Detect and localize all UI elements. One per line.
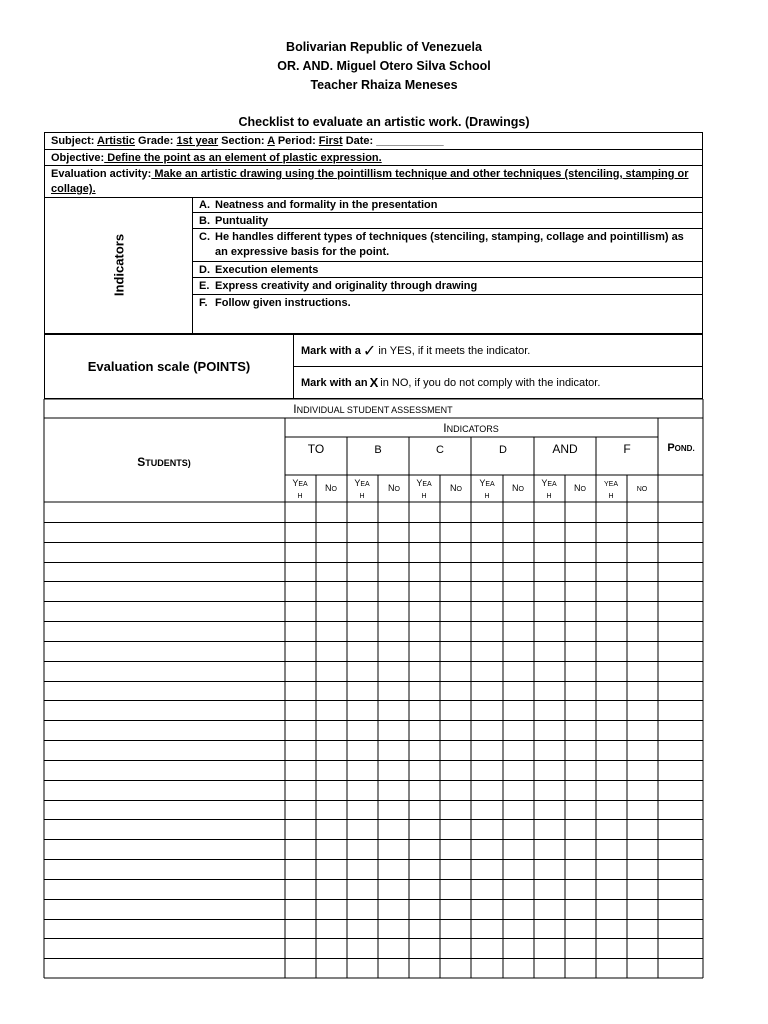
column-header-b: B [374, 444, 382, 456]
indicator-text: Puntuality [215, 215, 269, 227]
yes-instruction-suffix: in YES, if it meets the indicator. [378, 344, 531, 357]
yes-subheader [604, 481, 618, 488]
indicators-heading-rest: NDICATORS [446, 424, 499, 434]
column-header-e: AND [552, 442, 578, 456]
no-rest: O [518, 486, 524, 493]
no-first: N [450, 483, 457, 493]
yes-second-line: H [546, 493, 552, 500]
evaluation-scale-label: Evaluation scale (POINTS) [45, 335, 294, 398]
yes-rest: YEA [603, 481, 619, 488]
no-rest: O [331, 486, 337, 493]
section-value: A [267, 135, 275, 147]
no-subheader [450, 483, 463, 493]
date-value[interactable]: ___________ [376, 135, 444, 147]
yes-first: Y [416, 478, 423, 488]
indicator-letter: D. [199, 264, 210, 276]
students-heading [137, 455, 191, 469]
no-subheader [574, 483, 587, 493]
yes-second-line: H [297, 493, 303, 500]
document-title: Checklist to evaluate an artistic work. (Drawings) [238, 115, 530, 129]
no-first: N [512, 483, 519, 493]
yes-rest: EA [298, 481, 308, 488]
indicator-text: Execution elements [215, 264, 319, 276]
yes-subheader [354, 478, 370, 488]
assessment-title [293, 402, 453, 416]
activity-label: Evaluation activity: [51, 168, 152, 180]
grade-label: Grade: [134, 135, 177, 147]
header-line-school: OR. AND. Miguel Otero Silva School [277, 59, 491, 73]
yes-first: Y [479, 478, 486, 488]
column-header-a: TO [307, 442, 325, 456]
pond-heading-rest: OND. [674, 444, 695, 453]
no-rest: O [456, 486, 462, 493]
assessment-title-first: I [293, 402, 297, 416]
yes-first: Y [541, 478, 548, 488]
assessment-title-rest: NDIVIDUAL STUDENT ASSESSMENT [296, 405, 453, 415]
students-heading-first: S [137, 455, 146, 469]
indicator-letter: A. [199, 199, 210, 211]
yes-second-line: H [484, 493, 490, 500]
no-first: N [574, 483, 581, 493]
no-first: N [325, 483, 332, 493]
x-mark-icon: X [369, 375, 379, 390]
column-header-f: F [623, 442, 631, 456]
yes-subheader [541, 478, 557, 488]
indicators-label: Indicators [111, 233, 126, 297]
yes-first: Y [354, 478, 361, 488]
section-label: Section: [218, 135, 268, 147]
yes-no-subheaders [292, 478, 647, 500]
period-value: First [318, 135, 343, 147]
no-subheader [388, 483, 401, 493]
pond-heading [667, 442, 694, 454]
no-subheader [512, 483, 525, 493]
column-header-c: C [436, 444, 444, 456]
no-first: N [388, 483, 395, 493]
yes-subheader [416, 478, 432, 488]
indicator-letter: F. [199, 297, 208, 309]
indicator-letter: C. [199, 231, 210, 243]
no-rest: O [394, 486, 400, 493]
no-subheader [637, 486, 648, 493]
yes-subheader [479, 478, 495, 488]
yes-rest: EA [485, 481, 495, 488]
yes-second-line: H [608, 493, 614, 500]
yes-second-line: H [359, 493, 365, 500]
indicators-heading-first: I [443, 421, 447, 435]
yes-subheader [292, 478, 308, 488]
date-label: Date: [342, 135, 377, 147]
subject-value: Artistic [97, 135, 135, 147]
indicator-text: Follow given instructions. [215, 297, 351, 309]
yes-instruction-prefix: Mark with a [301, 344, 361, 357]
indicator-text: Express creativity and originality through drawing [215, 280, 478, 292]
indicators-heading [443, 421, 499, 435]
yes-rest: EA [422, 481, 432, 488]
no-instruction-suffix: in NO, if you do not comply with the indicator. [380, 376, 601, 389]
indicator-letter: E. [199, 280, 210, 292]
indicator-text: Neatness and formality in the presentation [215, 199, 438, 211]
objective-label: Objective: [51, 152, 105, 164]
pond-heading-first: P [667, 442, 675, 454]
subject-label: Subject: [51, 135, 98, 147]
no-rest: O [580, 486, 586, 493]
header-line-country: Bolivarian Republic of Venezuela [286, 40, 482, 54]
objective-value: Define the point as an element of plastic expression. [104, 152, 382, 164]
indicator-letter: B. [199, 215, 210, 227]
activity-value: Make an artistic drawing using the pointillism technique and other techniques (stenciling, stamping or collage). [51, 168, 689, 195]
header-line-teacher: Teacher Rhaiza Meneses [310, 78, 458, 92]
checkmark-icon: ✓ [362, 342, 377, 360]
yes-second-line: H [421, 493, 427, 500]
no-subheader [325, 483, 338, 493]
period-label: Period: [274, 135, 319, 147]
no-instruction-prefix: Mark with an [301, 376, 368, 389]
indicator-text: He handles different types of techniques (stenciling, stamping, collage and pointillism) as an expressive basis for the point. [215, 231, 684, 258]
students-heading-rest: TUDENTS) [145, 458, 191, 468]
column-header-d: D [499, 444, 507, 456]
yes-rest: EA [547, 481, 557, 488]
yes-first: Y [292, 478, 299, 488]
yes-rest: EA [360, 481, 370, 488]
no-rest: NO [636, 486, 648, 493]
grade-value: 1st year [176, 135, 219, 147]
